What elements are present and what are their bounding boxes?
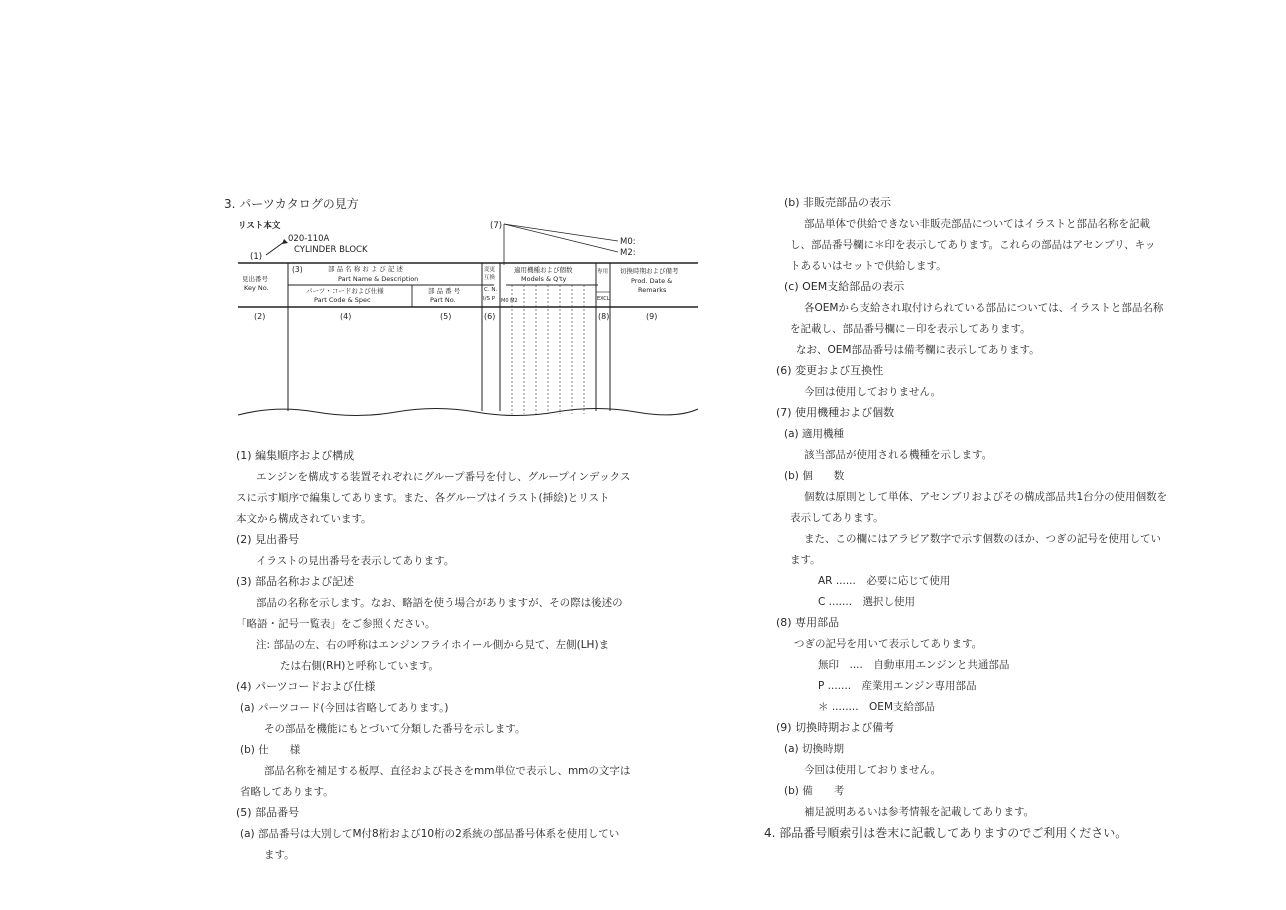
heading-8: (8) 専用部品: [776, 616, 840, 629]
text-line: イラストの見出番号を表示してあります。: [256, 555, 455, 567]
section-4-title: 4. 部品番号順索引は巻末に記載してありますのでご利用ください。: [764, 826, 1128, 840]
text-line: 省略してあります。: [240, 786, 334, 798]
section-title: 3. パーツカタログの見方: [224, 197, 359, 211]
marker-5: (5): [440, 312, 452, 321]
text-line: つぎの記号を用いて表示してあります。: [794, 638, 983, 650]
subheading-7a: (a) 適用機種: [784, 428, 844, 440]
symbol-ar: AR ...... 必要に応じて使用: [818, 575, 951, 587]
col-code-en: Part Code & Spec: [314, 296, 371, 304]
marker-8: (8): [598, 312, 610, 321]
text-line: 今回は使用しておりません。: [804, 764, 942, 776]
marker-6: (6): [484, 312, 496, 321]
text-line: スに示す順序で編集してあります。また、各グループはイラスト(挿絵)とリスト: [236, 492, 610, 504]
col-name-en: Part Name & Description: [338, 275, 419, 283]
text-line: 部品名称を補足する板厚、直径および長さをmm単位で表示し、mmの文字は: [264, 765, 631, 777]
marker-9: (9): [646, 312, 658, 321]
col-partno-en: Part No.: [430, 296, 456, 304]
col-key-jp: 見出番号: [242, 275, 268, 283]
col-change-4: I/S P: [483, 296, 496, 302]
text-line: 各OEMから支給され取付けられている部品については、イラストと部品名称: [804, 302, 1164, 314]
text-line: その部品を機能にもとづいて分類した番号を示します。: [264, 723, 526, 735]
m0-label: M0:: [620, 237, 636, 247]
heading-4: (4) パーツコードおよび仕様: [236, 680, 376, 693]
col-prod-jp: 切換時期および備考: [620, 267, 679, 275]
col-name-jp: 部 品 名 称 お よ び 記 述: [328, 265, 404, 273]
subheading-9a: (a) 切換時期: [784, 743, 844, 755]
col-excl-1: 専用: [597, 269, 609, 275]
subheading-5b: (b) 非販売部品の表示: [784, 196, 892, 209]
subheading-5a: (a) 部品番号は大別してM付8桁および10桁の2系統の部品番号体系を使用してい: [240, 828, 620, 840]
col-models-jp: 適用機種および個数: [514, 266, 573, 274]
part-name-sample: CYLINDER BLOCK: [294, 245, 368, 255]
text-line: 今回は使用しておりません。: [804, 386, 942, 398]
part-code-sample: 020-110A: [288, 234, 330, 244]
text-line: 個数は原則として単体、アセンブリおよびその構成部品共1台分の使用個数を: [804, 491, 1168, 503]
text-line: 本文から構成されています。: [236, 513, 372, 525]
text-line: 該当部品が使用される機種を示します。: [804, 449, 993, 461]
col-key-en: Key No.: [244, 284, 269, 292]
symbol-none: 無印 .... 自動車用エンジンと共通部品: [818, 659, 1010, 671]
text-line: し、部品番号欄に＊印を表示してあります。これらの部品はアセンブリ、キッ: [790, 239, 1156, 251]
m2-label: M2:: [620, 248, 636, 258]
heading-1: (1) 編集順序および構成: [236, 449, 355, 462]
marker-2: (2): [254, 312, 266, 321]
label-1: (1): [250, 252, 263, 262]
text-line: 補足説明あるいは参考情報を記載してあります。: [804, 806, 1035, 818]
col-models-en: Models & Q'ty: [521, 275, 567, 283]
text-line: また、この欄にはアラビア数字で示す個数のほか、つぎの記号を使用してい: [804, 533, 1161, 545]
heading-3: (3) 部品名称および記述: [236, 575, 355, 588]
col-change-1: 変更: [484, 267, 496, 273]
symbol-asterisk: ＊ ........ OEM支給部品: [818, 701, 935, 713]
subheading-7b: (b) 個 数: [784, 470, 845, 482]
col-prod-en-1: Prod. Date &: [631, 277, 673, 285]
label-7: (7): [490, 221, 503, 231]
symbol-c: C ....... 選択し使用: [818, 596, 916, 608]
col-partno-jp: 部 品 番 号: [428, 287, 461, 295]
col-change-2: 互換: [484, 275, 496, 281]
col-prod-en-2: Remarks: [638, 286, 667, 294]
text-line: 「略語・記号一覧表」をご参照ください。: [236, 618, 436, 630]
text-line: なお、OEM部品番号は備考欄に表示してあります。: [796, 344, 1040, 356]
subheading-9b: (b) 備 考: [784, 785, 845, 797]
subheading-4b: (b) 仕 様: [240, 744, 301, 756]
text-line: トあるいはセットで供給します。: [790, 260, 947, 272]
text-line: 表示してあります。: [790, 512, 884, 524]
note-line: 注: 部品の左、右の呼称はエンジンフライホイール側から見て、左側(LH)ま: [256, 639, 610, 651]
list-layout-diagram: [236, 219, 712, 449]
col-code-jp: パーツ・コードおよび仕様: [306, 287, 384, 295]
marker-4: (4): [340, 312, 352, 321]
col-models-sub: M0 M2: [501, 298, 518, 304]
symbol-p: P ....... 産業用エンジン専用部品: [818, 680, 977, 692]
col-3-label: (3): [292, 265, 303, 274]
text-line: 部品の名称を示します。なお、略語を使う場合がありますが、その際は後述の: [256, 597, 623, 609]
heading-9: (9) 切換時期および備考: [776, 721, 895, 734]
heading-6: (6) 変更および互換性: [776, 364, 884, 377]
subheading-5c: (c) OEM支給部品の表示: [784, 280, 905, 293]
subheading-4a: (a) パーツコード(今回は省略してあります。): [240, 702, 449, 714]
heading-2: (2) 見出番号: [236, 533, 300, 546]
text-line: ます。: [790, 554, 821, 566]
note-line: たは右側(RH)と呼称しています。: [280, 660, 440, 672]
text-line: エンジンを構成する装置それぞれにグループ番号を付し、グループインデックス: [256, 471, 631, 483]
heading-7: (7) 使用機種および個数: [776, 406, 895, 419]
col-change-3: C. N.: [484, 287, 498, 293]
text-line: を記載し、部品番号欄に－印を表示してあります。: [790, 323, 1031, 335]
text-line: ます。: [264, 849, 295, 861]
list-label: リスト本文: [238, 221, 281, 231]
heading-5: (5) 部品番号: [236, 806, 300, 819]
text-line: 部品単体で供給できない非販売部品についてはイラストと部品名称を記載: [804, 218, 1150, 230]
col-excl-2: EXCL: [597, 296, 610, 302]
